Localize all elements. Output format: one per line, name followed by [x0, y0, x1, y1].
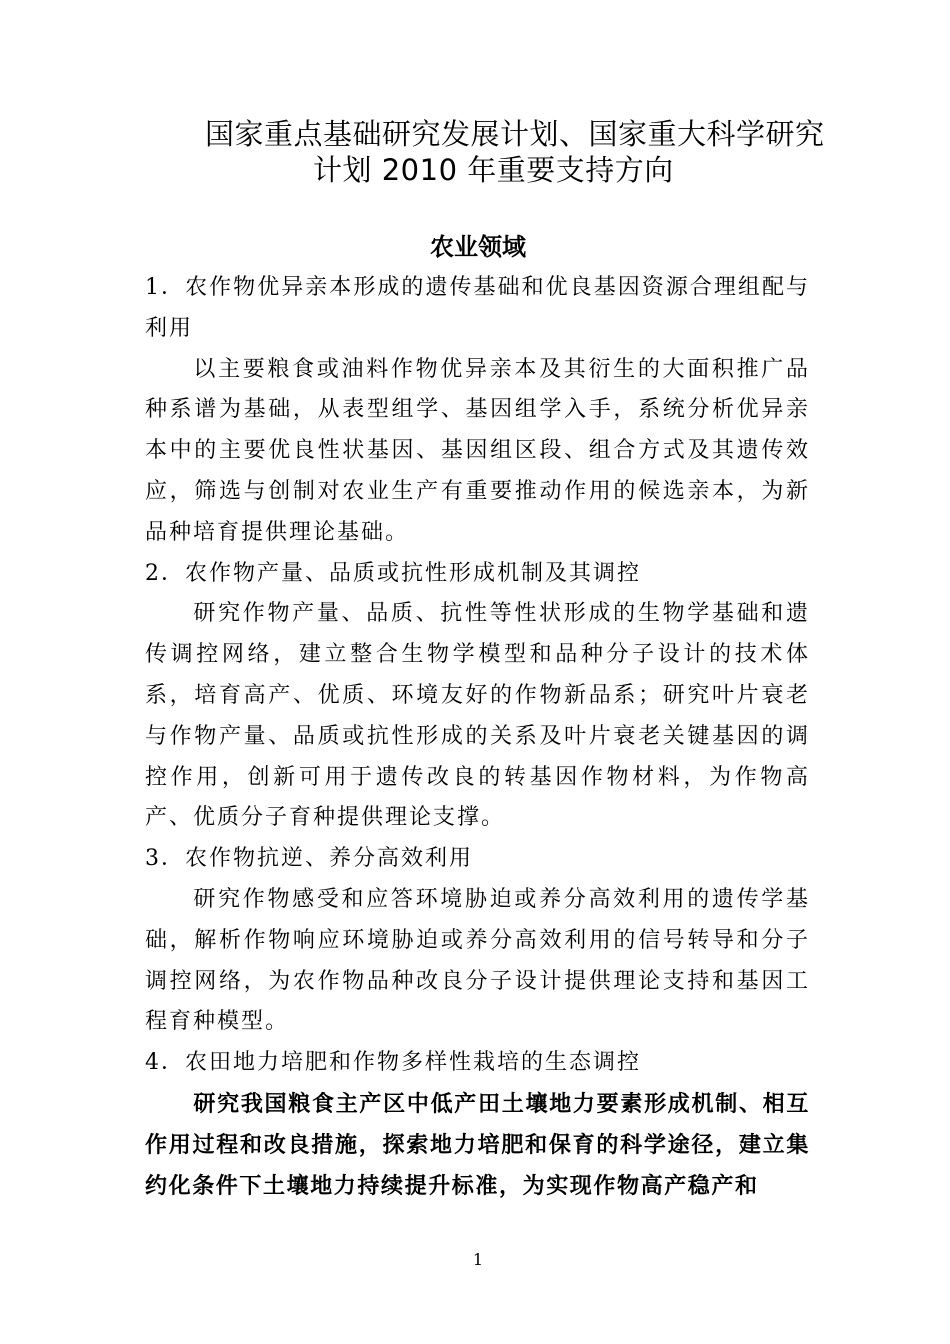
item-heading-2: 2．农作物产量、品质或抗性形成机制及其调控 [145, 560, 641, 586]
document-title-line-1: 国家重点基础研究发展计划、国家重大科学研究 [205, 117, 825, 151]
item-heading-1: 1．农作物优异亲本形成的遗传基础和优良基因资源合理组配与利用 [145, 275, 810, 341]
item-body-3: 研究作物感受和应答环境胁迫或养分高效利用的遗传学基础，解析作物响应环境胁迫或养分高效利用的信号转导和分子调控网络，为农作物品种改良分子设计提供理论支持和基因工程育种模型。 [145, 886, 810, 1035]
section-heading: 农业领域 [430, 232, 526, 261]
item-body-1: 以主要粮食或油料作物优异亲本及其衍生的大面积推广品种系谱为基础，从表型组学、基因组学入手，系统分析优异亲本中的主要优良性状基因、基因组区段、组合方式及其遗传效应，筛选与创制对农业生产有重要推动作用的候选亲本，为新品种培育提供理论基础。 [145, 356, 810, 545]
item-heading-3: 3．农作物抗逆、养分高效利用 [145, 846, 473, 872]
item-heading-4: 4．农田地力培肥和作物多样性栽培的生态调控 [145, 1050, 641, 1076]
item-body-4: 研究我国粮食主产区中低产田土壤地力要素形成机制、相互作用过程和改良措施，探索地力培肥和保育的科学途径，建立集约化条件下土壤地力持续提升标准，为实现作物高产稳产和 [145, 1090, 810, 1199]
document-body [145, 268, 810, 1206]
item-body-2: 研究作物产量、品质、抗性等性状形成的生物学基础和遗传调控网络，建立整合生物学模型和品种分子设计的技术体系，培育高产、优质、环境友好的作物新品系；研究叶片衰老与作物产量、品质或抗性形成的关系及叶片衰老关键基因的调控作用，创新可用于遗传改良的转基因作物材料，为作物高产、优质分子育种提供理论支撑。 [145, 601, 810, 831]
document-title-line-2: 计划 2010 年重要支持方向 [313, 153, 674, 187]
page-number: 1 [472, 1250, 484, 1269]
